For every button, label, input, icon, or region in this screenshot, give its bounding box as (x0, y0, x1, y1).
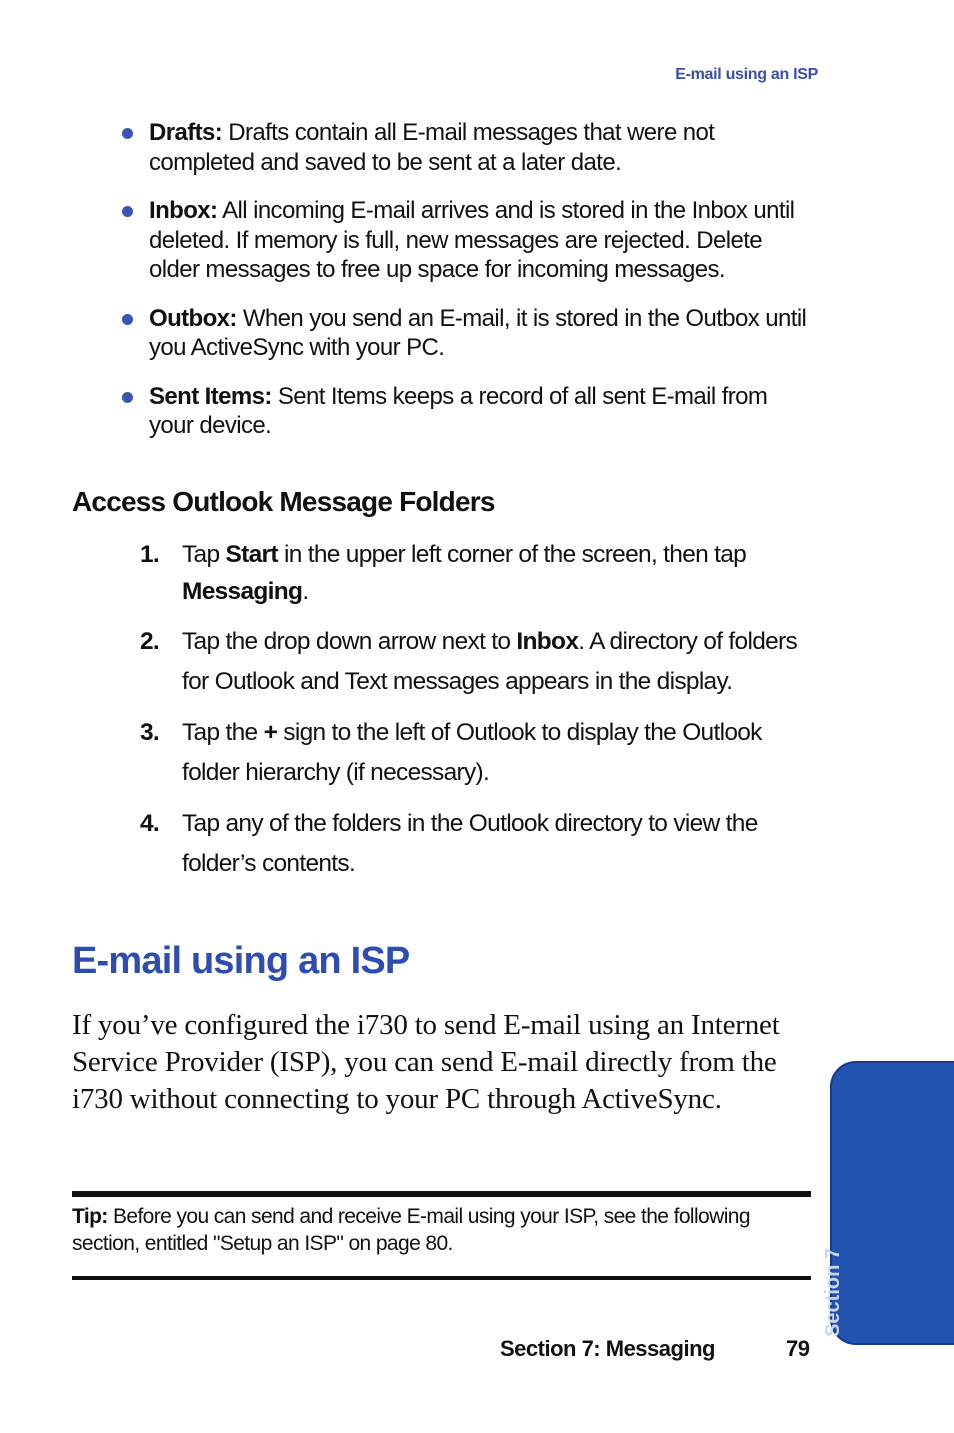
step-number: 3. (140, 719, 160, 746)
footer-section: Section 7: Messaging (500, 1336, 715, 1361)
list-item (140, 536, 820, 610)
step-keyword: Messaging (182, 578, 303, 605)
page-number: 79 (786, 1336, 810, 1361)
tip-rule-bottom (72, 1276, 811, 1280)
tip-box (72, 1203, 811, 1257)
tip-label: Tip: (72, 1205, 108, 1228)
tip-rule-top (72, 1191, 811, 1197)
step-text: sign to the left of Outlook to display the Outlook folder hierarchy (if necessary). (182, 719, 762, 786)
list-item (122, 304, 812, 363)
list-item (140, 622, 820, 702)
step-text: Tap any of the folders in the Outlook directory to view the folder’s contents. (182, 810, 758, 877)
bullet-term: Inbox: (149, 197, 218, 224)
bullet-text: Sent Items keeps a record of all sent E-mail from your device. (149, 382, 768, 439)
section-title: E-mail using an ISP (72, 940, 410, 982)
list-item (122, 196, 812, 285)
list-item (122, 382, 812, 441)
step-text: Tap the (182, 719, 264, 746)
step-text: in the upper left corner of the screen, then tap (277, 541, 747, 568)
step-number: 1. (140, 541, 160, 568)
list-item (140, 804, 820, 884)
bullet-dot-icon (122, 206, 133, 217)
bullet-dot-icon (122, 128, 133, 139)
bullet-term: Outbox: (149, 304, 237, 332)
step-number: 4. (140, 810, 160, 837)
tip-text: Before you can send and receive E-mail using your ISP, see the following section, entitled "Setup an ISP" on page 80. (72, 1205, 750, 1255)
side-tab-label (822, 1248, 845, 1337)
bullet-text: Drafts contain all E-mail messages that were not completed and saved to be sent at a later date. (149, 119, 715, 176)
bullet-term: Drafts: (149, 119, 223, 146)
running-head: E-mail using an ISP (675, 66, 818, 83)
body-paragraph: If you’ve configured the i730 to send E-mail using an Internet Service Provider (ISP), you can send E-mail directly from the i730 without connecting to your PC through ActiveSync. (72, 1009, 780, 1115)
bullet-text: All incoming E-mail arrives and is stored in the Inbox until deleted. If memory is full, new messages are rejected. Delete older messages to free up space for incoming messages. (149, 197, 795, 283)
bullet-term: Sent Items: (149, 382, 272, 410)
section-side-tab (830, 1061, 954, 1345)
step-text: Tap (182, 541, 226, 568)
list-item (140, 713, 820, 793)
bullet-text: When you send an E-mail, it is stored in the Outbox until you ActiveSync with your PC. (149, 304, 807, 361)
step-number: 2. (140, 628, 160, 655)
step-text: . A directory of folders for Outlook and Text messages appears in the display. (182, 628, 798, 695)
step-text: Tap the drop down arrow next to (182, 628, 517, 655)
step-keyword: Inbox (516, 628, 579, 655)
subheading: Access Outlook Message Folders (72, 486, 495, 517)
bullet-dot-icon (122, 314, 133, 325)
list-item (122, 118, 812, 177)
folder-bullet-list (122, 118, 812, 460)
side-tab-text: Section 7 (822, 1248, 844, 1337)
step-list (140, 536, 820, 895)
step-keyword: Start (225, 541, 278, 568)
step-keyword: + (263, 719, 278, 746)
bullet-dot-icon (122, 392, 133, 403)
step-text: . (302, 578, 309, 605)
